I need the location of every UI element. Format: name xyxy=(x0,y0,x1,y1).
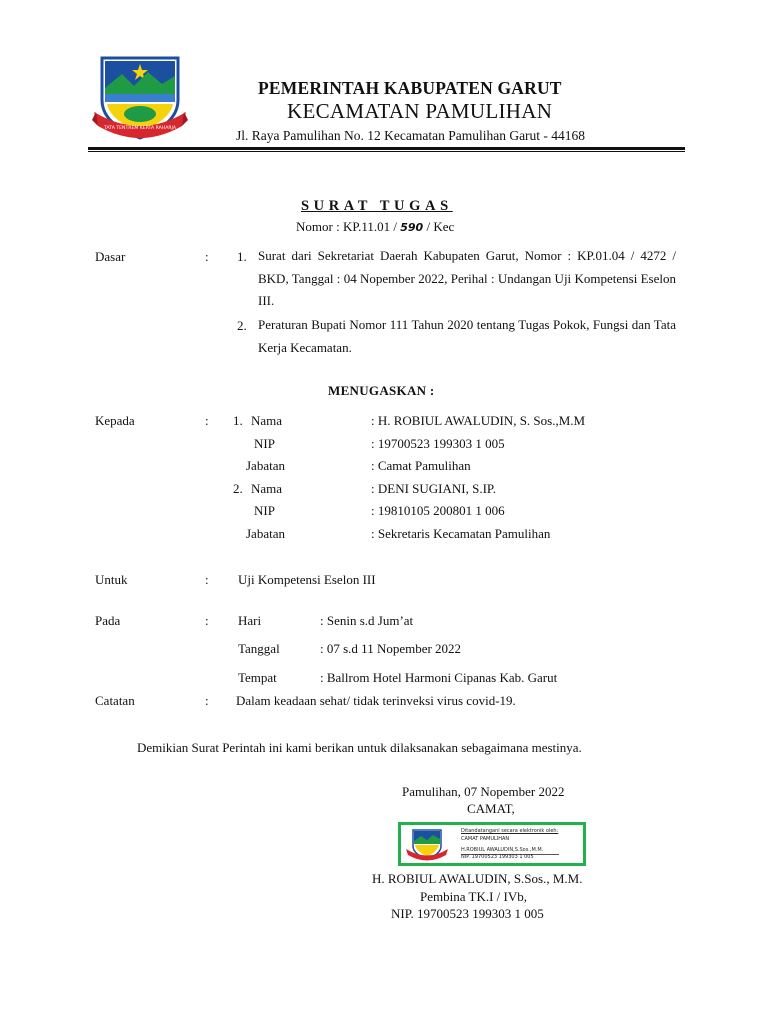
person-2-nama: : DENI SUGIANI, S.IP. xyxy=(371,481,496,496)
signature-position: CAMAT, xyxy=(467,801,515,816)
pada-colon: : xyxy=(205,613,209,628)
stamp-signed-by: Ditandatangani secara elektronik oleh: xyxy=(461,828,559,834)
dasar-item-1-num: 1. xyxy=(237,249,247,264)
person-2-nip-label: NIP xyxy=(254,503,275,518)
person-1-nip: : 19700523 199303 1 005 xyxy=(371,436,505,451)
person-1-nama-label: Nama xyxy=(251,413,283,428)
catatan-colon: : xyxy=(205,693,209,708)
kepada-label: Kepada xyxy=(95,413,135,428)
dasar-colon: : xyxy=(205,249,209,264)
signature-nip: NIP. 19700523 199303 1 005 xyxy=(391,906,544,921)
letter-title: SURAT TUGAS xyxy=(301,198,453,214)
catatan-label: Catatan xyxy=(95,693,135,708)
letter-number-prefix: Nomor : KP.11.01 / xyxy=(296,219,397,234)
person-1-num: 1. xyxy=(233,413,243,428)
header-address: Jl. Raya Pamulihan No. 12 Kecamatan Pamulihan Garut - 44168 xyxy=(236,128,586,143)
signature-name: H. ROBIUL AWALUDIN, S.Sos., M.M. xyxy=(372,871,583,886)
person-1-jabatan: : Camat Pamulihan xyxy=(371,458,471,473)
pada-label: Pada xyxy=(95,613,121,628)
electronic-signature-stamp xyxy=(398,822,586,866)
closing-statement: Demikian Surat Perintah ini kami berikan untuk dilaksanakan sebagaimana mestinya. xyxy=(137,740,582,755)
pada-hari: : Senin s.d Jum’at xyxy=(320,613,414,628)
pada-tempat-label: Tempat xyxy=(238,670,277,685)
dasar-label: Dasar xyxy=(95,249,126,264)
person-2-nip: : 19810105 200801 1 006 xyxy=(371,503,505,518)
header-district-name: KECAMATAN PAMULIHAN xyxy=(287,99,553,123)
signature-rank: Pembina TK.I / IVb, xyxy=(420,889,527,904)
pada-hari-label: Hari xyxy=(238,613,262,628)
logo-motto: TATA TENTREM KERTA RAHARJA xyxy=(104,126,176,131)
untuk-label: Untuk xyxy=(95,572,128,587)
header-rule-thin xyxy=(88,151,685,152)
catatan-value: Dalam keadaan sehat/ tidak terinveksi virus covid-19. xyxy=(236,693,516,708)
dasar-item-2-num: 2. xyxy=(237,318,247,333)
untuk-value: Uji Kompetensi Eselon III xyxy=(238,572,376,587)
kabupaten-garut-logo-icon xyxy=(92,54,188,144)
letter-number xyxy=(296,219,454,235)
person-2-jabatan: : Sekretaris Kecamatan Pamulihan xyxy=(371,526,551,541)
kepada-colon: : xyxy=(205,413,209,428)
signature-place-date: Pamulihan, 07 Nopember 2022 xyxy=(402,784,565,799)
dasar-item-1-text: Surat dari Sekretariat Daerah Kabupaten Garut, Nomor : KP.01.04 / 4272 / BKD, Tanggal : 04 Nopember 2022, Perihal : Undangan Uji Kompetensi Eselon III. xyxy=(258,248,676,308)
stamp-logo-icon xyxy=(405,828,449,862)
stamp-signer-nip: NIP. 19700523 199303 1 005 xyxy=(461,854,534,860)
pada-tanggal: : 07 s.d 11 Nopember 2022 xyxy=(320,641,462,656)
menugaskan-heading: MENUGASKAN : xyxy=(328,383,435,398)
letter-number-suffix: / Kec xyxy=(426,219,455,234)
stamp-office: CAMAT PAMULIHAN xyxy=(461,836,510,842)
header-rule-thick xyxy=(88,147,685,150)
person-1-nama: : H. ROBIUL AWALUDIN, S. Sos.,M.M xyxy=(371,413,586,428)
untuk-colon: : xyxy=(205,572,209,587)
person-2-nama-label: Nama xyxy=(251,481,283,496)
person-2-jabatan-label: Jabatan xyxy=(246,526,285,541)
person-1-jabatan-label: Jabatan xyxy=(246,458,285,473)
person-1-nip-label: NIP xyxy=(254,436,275,451)
dasar-item-2-text: Peraturan Bupati Nomor 111 Tahun 2020 tentang Tugas Pokok, Fungsi dan Tata Kerja Kecamatan. xyxy=(258,317,676,355)
person-2-num: 2. xyxy=(233,481,243,496)
pada-tanggal-label: Tanggal xyxy=(238,641,280,656)
stamp-signer-name: H.ROBIUL AWALUDIN,S.Sos.,M.M. xyxy=(461,847,544,853)
letter-number-mid: 590 xyxy=(400,221,424,234)
pada-tempat: : Ballrom Hotel Harmoni Cipanas Kab. Garut xyxy=(320,670,558,685)
header-government-name: PEMERINTAH KABUPATEN GARUT xyxy=(258,78,562,98)
